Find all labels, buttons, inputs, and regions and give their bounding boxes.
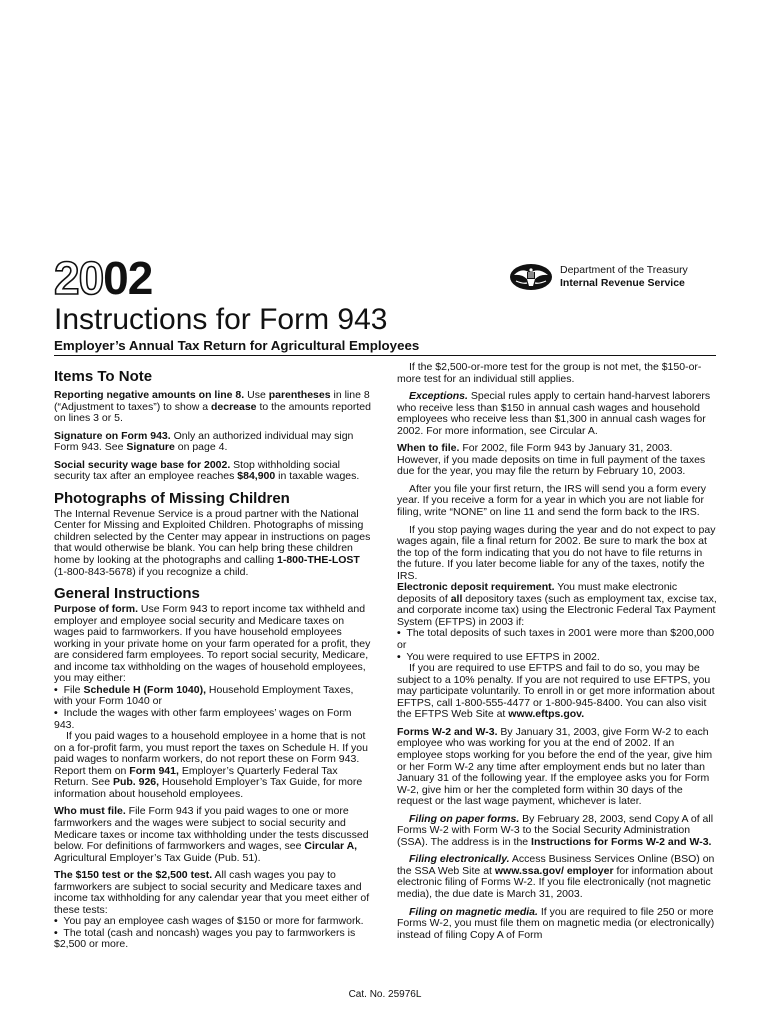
text-run: File Form 943 if you paid wages to one or more farmworkers and the wages were subject to social security and Medicare taxes or income tax withholding under the tests discussed below. For definitions of farmworkers and wages, see	[54, 805, 369, 853]
text-run: After you file your first return, the IRS will send you a form every year. If you receive a form for a year in which you are not liable for filing, write “NONE” on line 11 and send the form back to the IRS.	[397, 482, 707, 519]
text-run: Use	[244, 389, 269, 401]
text-run-bold: Pub. 926,	[112, 776, 160, 789]
text-run: depository taxes (such as employment tax, excise tax, and corporate income tax) using the Electronic Federal Tax Payment System (EFTPS) in 2003 if:	[397, 592, 717, 628]
text-run: File	[60, 683, 84, 696]
text-run: The total (cash and noncash) wages you pay to farmworkers is $2,500 or more.	[54, 926, 356, 951]
text-run: Employer’s Quarterly Federal Tax Return. See	[54, 764, 338, 789]
text-run-bold: decrease	[210, 400, 257, 413]
text-run: The total deposits of such taxes in 2001 were more than $200,000 or	[397, 627, 715, 652]
general-instructions-heading: General Instructions	[54, 585, 200, 603]
run-heading: Filing on magnetic media.	[409, 905, 538, 918]
text-run: The Internal Revenue Service is a proud partner with the National Center for Missing and Exploited Children. Photographs of missing children selected by the Center may appear in instructions on pages that would otherwise be blank. You can help bring these children home by looking at the photographs and calling	[54, 507, 371, 567]
tax-year	[54, 253, 152, 303]
signature-paragraph	[54, 431, 372, 454]
list-item	[54, 708, 372, 731]
wage-base-paragraph	[54, 460, 372, 483]
text-run: If you are required to file 250 or more Forms W-2, you must file them on magnetic media (or electronically) instead of filing Copy A of Form	[397, 905, 715, 941]
text-run: in taxable wages.	[275, 470, 360, 483]
text-run: Access Business Services Online (BSO) on the SSA Web Site at	[397, 853, 715, 877]
text-run: If you are required to use EFTPS and fail to do so, you may be subject to a 10% penalty. If you are not required to use EFTPS, you may participate voluntarily. To enroll in or get more information about EFTPS, call 1-800-555-4477 or 1-800-945-8400. You can also visit the EFTPS Web Site at	[397, 662, 715, 721]
run-heading: Purpose of form.	[54, 603, 139, 616]
electronic-deposit-paragraph	[397, 582, 717, 628]
text-run: on page 4.	[174, 441, 228, 454]
list-item	[54, 928, 372, 951]
after-first-return-paragraph	[397, 484, 717, 519]
run-heading: Forms W-2 and W-3.	[397, 725, 498, 738]
tax-year-outline: 20	[54, 252, 104, 304]
wage-test-paragraph	[54, 870, 372, 916]
final-return-paragraph	[397, 525, 717, 583]
when-to-file-paragraph	[397, 443, 717, 478]
list-item	[397, 628, 717, 651]
text-run: Only an authorized individual may sign Form 943. See	[54, 429, 354, 454]
text-run: Stop withholding social security tax after an employee reaches	[54, 458, 340, 483]
text-run: Agricultural Employer’s Tax Guide (Pub. 51).	[54, 851, 261, 864]
electronic-filing-paragraph	[397, 854, 717, 900]
document-title: Instructions for Form 943	[54, 303, 388, 336]
run-heading: The $150 test or the $2,500 test.	[54, 869, 213, 882]
text-run: Household Employer’s Tax Guide, for more information about household employees.	[54, 776, 363, 800]
run-heading: Reporting negative amounts on line 8.	[54, 389, 245, 401]
paper-filing-paragraph	[397, 814, 717, 849]
agency-text	[560, 264, 688, 290]
text-run-bold: Circular A,	[304, 840, 358, 853]
irs-eagle-logo-icon	[508, 262, 554, 292]
text-run: Use Form 943 to report income tax withheld and employer and employee social security and Medicare taxes on wages paid to farmworkers. If you have household employees working in your private home on your farm operated for a profit, they are considered farm employees. To report social security, Medicare, and income tax withholding on the wages of household employees, you may either:	[54, 603, 371, 685]
forms-w2-w3-paragraph	[397, 727, 717, 808]
text-run: Household Employment Taxes, with your Form 1040 or	[54, 683, 354, 708]
text-run-bold: Schedule H (Form 1040),	[83, 683, 206, 696]
who-must-file-paragraph	[54, 806, 372, 864]
missing-children-paragraph	[54, 509, 372, 578]
ssa-website-link[interactable]: www.ssa.gov/ employer	[494, 864, 614, 877]
text-run-bold: Signature	[126, 441, 175, 454]
hotline-number: 1-800-THE-LOST	[277, 554, 360, 567]
text-run-bold: parentheses	[268, 389, 331, 401]
catalog-number: Cat. No. 25976L	[348, 989, 422, 1000]
run-heading: Electronic deposit requirement.	[397, 581, 555, 594]
text-run: in line 8 (“Adjustment to taxes”) to show a	[54, 389, 370, 413]
right-column	[397, 362, 717, 941]
list-item	[54, 685, 372, 708]
tax-year-solid: 02	[103, 252, 153, 304]
text-run-bold: Instructions for Forms W-2 and W-3.	[531, 835, 712, 848]
text-run: You must make electronic deposits of	[397, 581, 678, 605]
text-run: to the amounts reported on lines 3 or 5.	[54, 400, 371, 425]
agency-name: Internal Revenue Service	[560, 277, 685, 289]
text-run: If you paid wages to a household employee in a home that is not on a for-profit farm, you must report the taxes on Schedule H. If you paid wages to nonfarm workers, do not report these on Form 943. Report them on	[54, 730, 368, 777]
missing-children-heading: Photographs of Missing Children	[54, 489, 290, 507]
eftps-website-link[interactable]: www.eftps.gov.	[508, 708, 585, 721]
document-subtitle: Employer’s Annual Tax Return for Agricultural Employees	[54, 338, 420, 353]
text-run: Special rules apply to certain hand-harvest laborers who receive less than $150 in annual cash wages and household employees who receive less than $1,300 in annual cash wages for 2002. For more information, see Circular A.	[397, 390, 711, 437]
run-heading: Exceptions.	[409, 390, 468, 403]
items-to-note-heading: Items To Note	[54, 368, 153, 385]
run-heading: Filing on paper forms.	[409, 812, 520, 825]
text-run: By February 28, 2003, send Copy A of all Forms W-2 with Form W-3 to the Social Security Administration (SSA). The address is in the	[397, 812, 714, 848]
continued-paragraph	[397, 362, 717, 385]
text-run: You pay an employee cash wages of $150 or more for farmwork.	[60, 915, 364, 928]
eftps-paragraph	[397, 663, 717, 721]
text-run-bold: Form 941,	[129, 764, 179, 777]
agency-block	[508, 262, 720, 296]
exceptions-paragraph	[397, 391, 717, 437]
text-run-bold: $84,900	[237, 470, 276, 483]
magnetic-media-paragraph	[397, 907, 717, 942]
household-paragraph	[54, 731, 372, 800]
run-heading: Filing electronically.	[409, 853, 510, 866]
purpose-paragraph	[54, 604, 372, 685]
header-rule	[54, 355, 716, 356]
text-run: If the $2,500-or-more test for the group is not met, the $150-or-more test for an individual still applies.	[397, 361, 702, 385]
run-heading: Signature on Form 943.	[54, 429, 171, 442]
text-run-bold: all	[450, 592, 463, 605]
text-run: for information about electronic filing of Forms W-2. If you file electronically (not magnetic media), the due date is March 31, 2003.	[397, 864, 713, 900]
text-run: (1-800-843-5678) if you recognize a child.	[54, 565, 249, 578]
negative-amounts-paragraph	[54, 390, 372, 425]
run-heading: When to file.	[397, 442, 460, 455]
run-heading: Social security wage base for 2002.	[54, 458, 231, 471]
text-run: All cash wages you pay to farmworkers are subject to social security and Medicare taxes and income tax withholding for any calendar year that you meet either of these tests:	[54, 869, 370, 916]
text-run: You were required to use EFTPS in 2002.	[403, 650, 600, 663]
text-run: By January 31, 2003, give Form W-2 to each employee who was working for you at the end of 2002. If an employee stops working for you before the end of the year, give him or her Form W-2 any time after employment ends but no later than January 31 of the following year. If the employee asks you for Form W-2, give him or her the completed form within 30 days of the request or the last wage payment, whichever is later.	[397, 725, 713, 808]
run-heading: Who must file.	[54, 805, 126, 818]
left-column	[54, 362, 372, 951]
text-run: If you stop paying wages during the year and do not expect to pay wages again, file a final return for 2002. Be sure to mark the box at the top of the form indicating that you do not have to file returns in the future. If you later become liable for any of the taxes, notify the IRS.	[397, 523, 716, 582]
department-name: Department of the Treasury	[560, 264, 688, 276]
text-run: For 2002, file Form 943 by January 31, 2003. However, if you made deposits on time in full payment of the taxes due for the year, you may file the return by February 10, 2003.	[397, 442, 706, 478]
text-run: Include the wages with other farm employees’ wages on Form 943.	[54, 707, 352, 731]
